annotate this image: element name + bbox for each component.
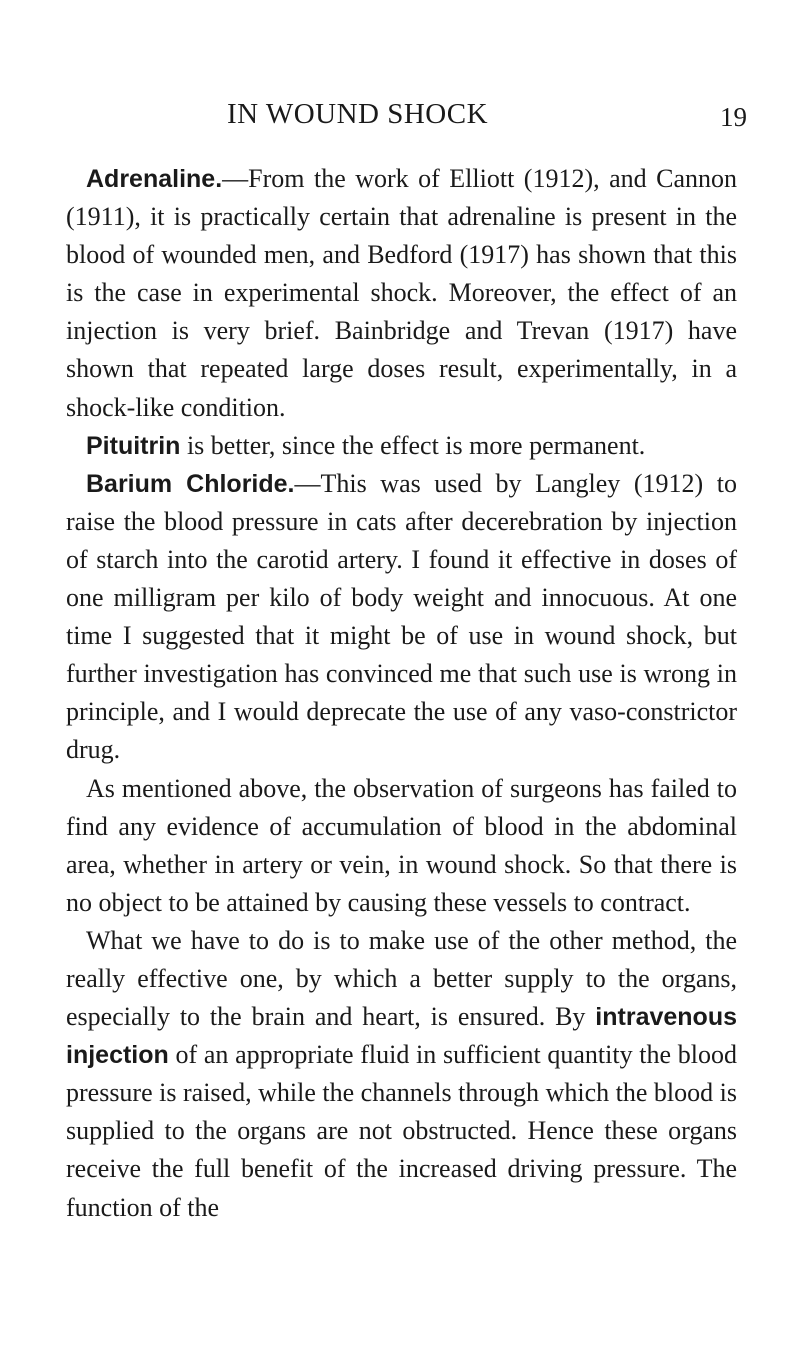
- page-number: 19: [720, 102, 747, 132]
- paragraph-barium-chloride: [66, 465, 737, 770]
- paragraph-pituitrin: [66, 427, 737, 465]
- running-head-title: IN WOUND SHOCK: [227, 98, 489, 130]
- section-heading-pituitrin: Pituitrin: [86, 431, 181, 460]
- paragraph-intravenous-method: [66, 922, 737, 1227]
- section-heading-barium-chloride: Barium Chloride.: [86, 469, 295, 498]
- paragraph-surgeons-observation: [66, 770, 737, 922]
- emphasis-intravenous-injection: intravenous injection: [66, 1003, 737, 1070]
- paragraph-pituitrin-text: is better, since the effect is more permanent.: [180, 430, 646, 460]
- running-head: [0, 98, 801, 142]
- section-heading-adrenaline: Adrenaline.: [86, 165, 223, 193]
- body-text: [66, 160, 737, 1227]
- paragraph-surgeons-observation-text: As mentioned above, the observation of surgeons has failed to find any evidence of accumulation of blood in the abdominal area, whether in artery or vein, in wound shock. So that there is no object to be attained by causing these vessels to contract.: [66, 773, 737, 917]
- paragraph-intravenous-text-before: What we have to do is to make use of the other method, the really effective one, by which a better supply to the organs, especially to the brain and heart, is ensured. By: [66, 925, 737, 1032]
- paragraph-intravenous-text-after: of an appropriate fluid in sufficient quantity the blood pressure is raised, while the channels through which the blood is supplied to the organs are not obstructed. Hence these organs receive the full benefit of the increased driving pressure. The function of the: [66, 1040, 737, 1222]
- paragraph-adrenaline-text: —From the work of Elliott (1912), and Cannon (1911), it is practically certain that adrenaline is present in the blood of wounded men, and Bedford (1917) has shown that this is the case in experimental shock. Moreover, the effect of an injection is very brief. Bainbridge and Trevan (1917) have shown that repeated large doses result, experimentally, in a shock-like condition.: [66, 164, 737, 422]
- paragraph-barium-chloride-text: —This was used by Langley (1912) to raise the blood pressure in cats after decerebration by injection of starch into the carotid artery. I found it effective in doses of one milligram per kilo of body weight and innocuous. At one time I suggested that it might be of use in wound shock, but further investigation has convinced me that such use is wrong in principle, and I would deprecate the use of any vaso-constrictor drug.: [66, 468, 737, 765]
- paragraph-adrenaline: [66, 160, 737, 427]
